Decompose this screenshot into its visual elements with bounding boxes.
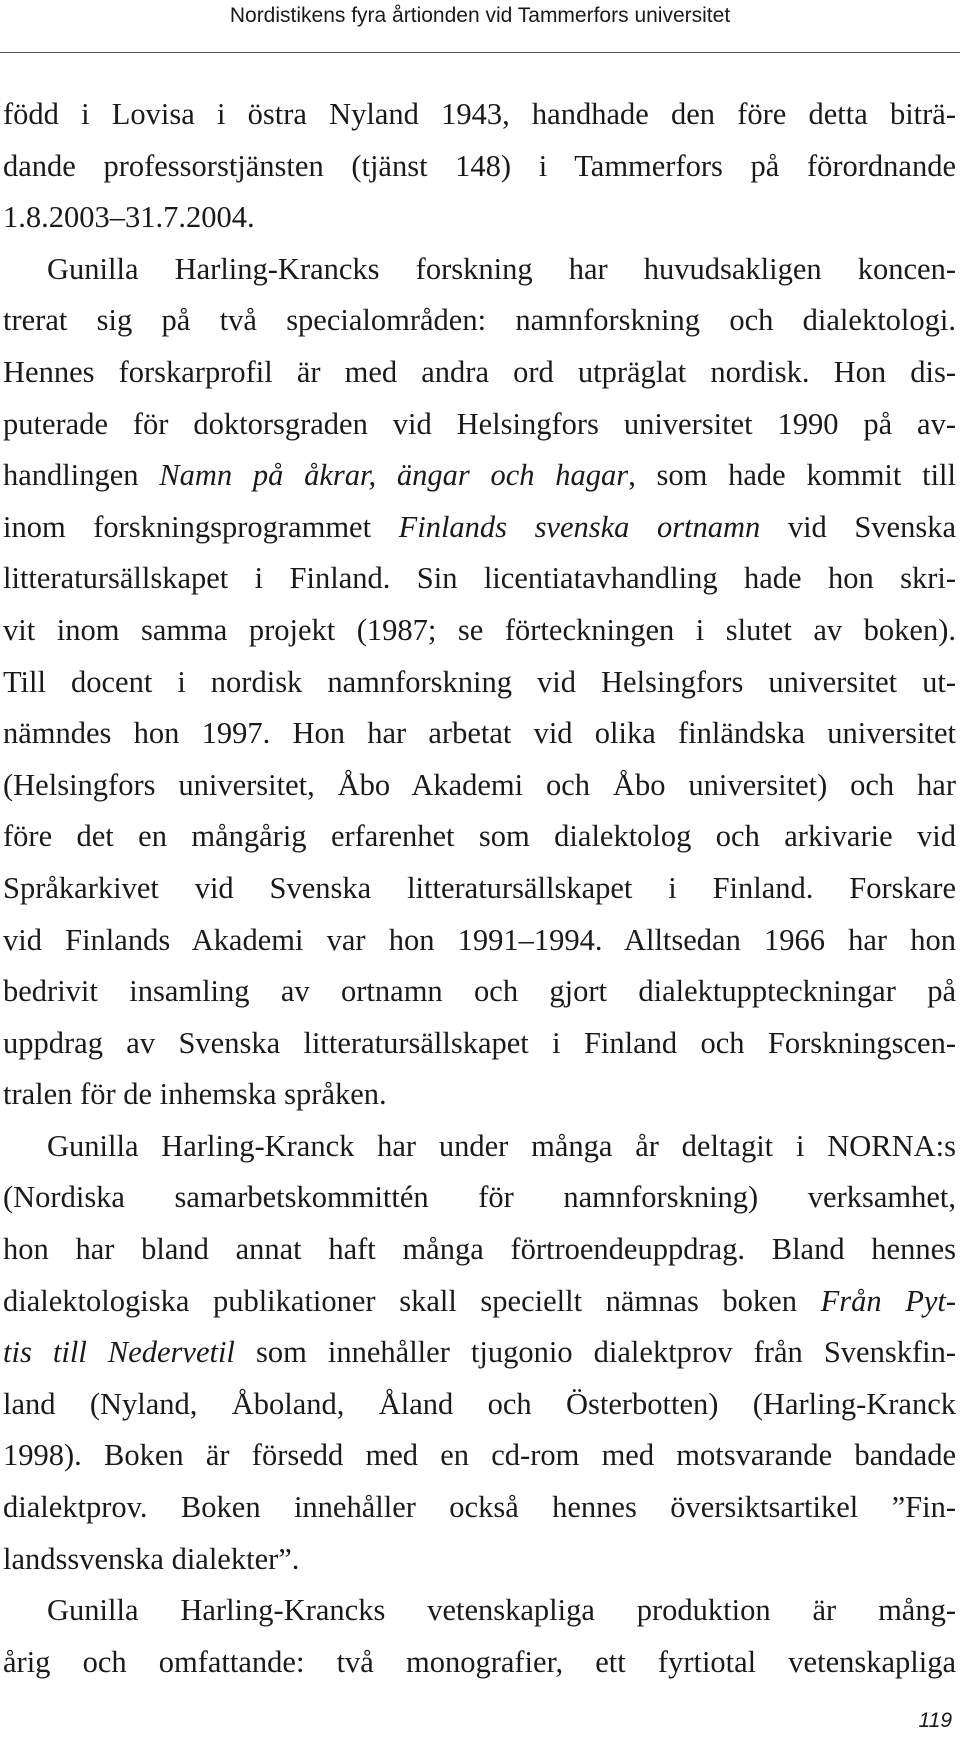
paragraph-1 <box>3 89 956 244</box>
book-title-italic: Från Pyt- <box>820 1283 956 1318</box>
text-segment: inom forskningsprogrammet <box>3 509 399 544</box>
text-line: (Nordiska samarbetskommittén för namnforskning) verksamhet, <box>3 1180 956 1215</box>
running-title: Nordistikens fyra årtionden vid Tammerfors universitet <box>229 4 731 27</box>
text-line: uppdrag av Svenska litteratursällskapet i Finland och Forskningscen- <box>3 1025 956 1060</box>
text-segment: som innehåller tjugonio dialektprov från Svenskfin- <box>234 1335 956 1370</box>
paragraph-3 <box>3 1121 956 1585</box>
text-line: 1.8.2003–31.7.2004. <box>3 200 255 235</box>
text-line: vid Finlands Akademi var hon 1991–1994. Alltsedan 1966 har hon <box>3 922 956 957</box>
text-line: född i Lovisa i östra Nyland 1943, handhade den före detta biträ- <box>3 97 956 131</box>
text-line <box>3 502 956 554</box>
text-line: tralen för de inhemska språken. <box>3 1077 387 1112</box>
book-title-italic: Namn på åkrar, ängar och hagar <box>159 458 629 493</box>
text-line: puterade för doktorsgraden vid Helsingfors universitet 1990 på av- <box>3 406 956 441</box>
paragraph-4 <box>3 1585 956 1688</box>
text-segment: handlingen <box>3 458 160 493</box>
running-head <box>0 0 960 52</box>
text-line: hon har bland annat haft många förtroendeuppdrag. Bland hennes <box>3 1232 956 1267</box>
paragraph-2 <box>3 244 956 1121</box>
text-line: bedrivit insamling av ortnamn och gjort dialektuppteckningar på <box>3 974 956 1009</box>
text-line: Språkarkivet vid Svenska litteratursällskapet i Finland. Forskare <box>3 870 956 905</box>
header-rule <box>0 52 960 53</box>
text-line: dialektprov. Boken innehåller också hennes översiktsartikel ”Fin- <box>3 1490 956 1525</box>
text-line: landssvenska dialekter”. <box>3 1541 300 1576</box>
text-line: dande professorstjänsten (tjänst 148) i Tammerfors på förordnande <box>3 148 956 183</box>
text-line: Till docent i nordisk namnforskning vid Helsingfors universitet ut- <box>3 664 956 699</box>
text-line: litteratursällskapet i Finland. Sin licentiatavhandling hade hon skri- <box>3 561 956 596</box>
body-text <box>3 89 956 1688</box>
text-line: Hennes forskarprofil är med andra ord utpräglat nordisk. Hon dis- <box>3 354 956 389</box>
text-line: vit inom samma projekt (1987; se förteckningen i slutet av boken). <box>3 612 956 647</box>
text-line: (Helsingfors universitet, Åbo Akademi och Åbo universitet) och har <box>3 767 956 802</box>
text-line: Gunilla Harling-Kranck har under många år deltagit i NORNA:s <box>47 1128 956 1163</box>
text-segment: dialektologiska publikationer skall speciellt nämnas boken <box>3 1283 821 1318</box>
text-line: Gunilla Harling-Krancks forskning har huvudsakligen koncen- <box>47 251 956 286</box>
text-line: trerat sig på två specialområden: namnforskning och dialektologi. <box>3 303 956 338</box>
book-title-italic: tis till Nedervetil <box>3 1335 235 1370</box>
text-line: 1998). Boken är försedd med en cd-rom med motsvarande bandade <box>3 1438 956 1473</box>
program-title-italic: Finlands svenska ortnamn <box>398 509 761 544</box>
text-line <box>3 1276 956 1328</box>
text-line: nämndes hon 1997. Hon har arbetat vid olika finländska universitet <box>3 716 956 751</box>
text-line: Gunilla Harling-Krancks vetenskapliga produktion är mång- <box>47 1593 956 1628</box>
text-line <box>3 450 956 502</box>
text-line: årig och omfattande: två monografier, ett fyrtiotal vetenskapliga <box>3 1644 956 1679</box>
text-line: före det en mångårig erfarenhet som dialektolog och arkivarie vid <box>3 819 956 854</box>
text-segment: vid Svenska <box>760 509 956 544</box>
text-line: land (Nyland, Åboland, Åland och Österbotten) (Harling-Kranck <box>3 1386 956 1421</box>
text-line <box>3 1327 956 1379</box>
page-number: 119 <box>918 1709 952 1732</box>
text-segment: , som hade kommit till <box>628 458 957 493</box>
